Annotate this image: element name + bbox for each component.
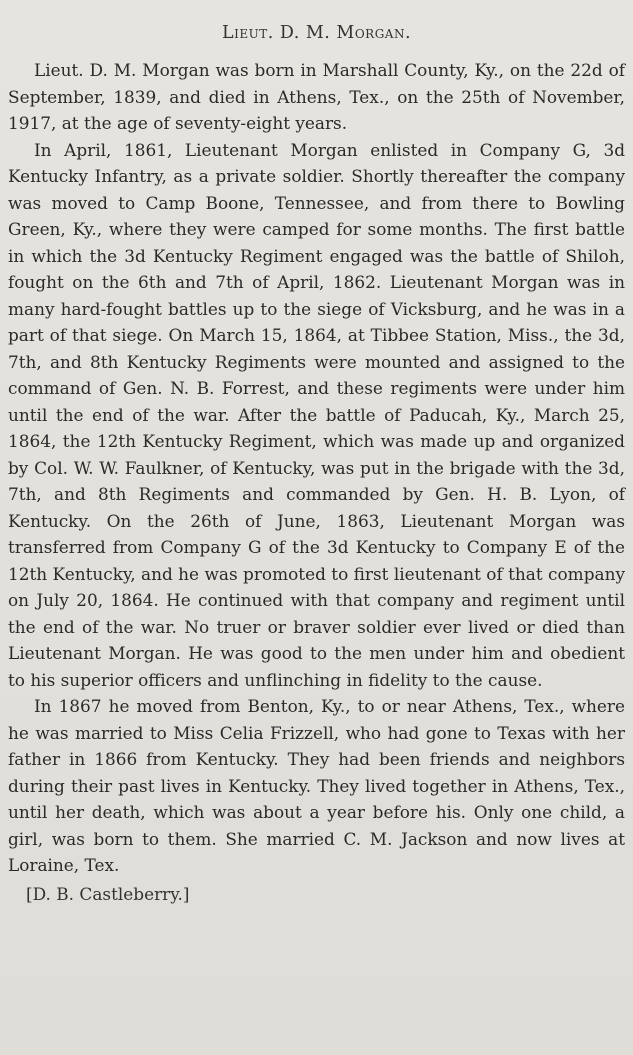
page-title: Lieut. D. M. Morgan. — [221, 23, 412, 43]
paragraph-birth-death: Lieut. D. M. Morgan was born in Marshall County, Ky., on the 22d of September, 1839, and died in Athens, Tex., on the 25th of November, 1917, at the age of seventy-eight years. — [8, 60, 625, 133]
author-signature: [D. B. Castleberry.] — [26, 883, 190, 904]
paragraph-later-life: In 1867 he moved from Benton, Ky., to or near Athens, Tex., where he was married to Miss Celia Frizzell, who had gone to Texas with her father in 1866 from Kentucky. They had been friends and neighbors during their past lives in Kentucky. They lived together in Athens, Tex., until her death, which was about a year before his. Only one child, a girl, was born to them. She married C. M. Jackson and now lives at Loraine, Tex. — [8, 696, 625, 875]
paragraph-military-service: In April, 1861, Lieutenant Morgan enlisted in Company G, 3d Kentucky Infantry, as a private soldier. Shortly thereafter the company was moved to Camp Boone, Tennessee, and from there to Bowling Green, Ky., where they were camped for some months. The first battle in which the 3d Kentucky Regiment engaged was the battle of Shiloh, fought on the 6th and 7th of April, 1862. Lieutenant Morgan was in many hard-fought battles up to the siege of Vicksburg, and he was in a part of that siege. On March 15, 1864, at Tibbee Station, Miss., the 3d, 7th, and 8th Kentucky Regiments were mounted and assigned to the command of Gen. N. B. Forrest, and these regiments were under him until the end of the war. After the battle of Paducah, Ky., March 25, 1864, the 12th Kentucky Regiment, which was made up and organized by Col. W. W. Faulkner, of Kentucky, was put in the brigade with the 3d, 7th, and 8th Regiments and commanded by Gen. H. B. Lyon, of Kentucky. On the 26th of June, 1863, Lieutenant Morgan was transferred from Company G of the 3d Kentucky to Company E of the 12th Kentucky, and he was promoted to first lieutenant of that company on July 20, 1864. He continued with that company and regiment until the end of the war. No truer or braver soldier ever lived or died than Lieutenant Morgan. He was good to the men under him and obedient to his superior officers and unflinching in fidelity to the cause. — [8, 139, 625, 690]
